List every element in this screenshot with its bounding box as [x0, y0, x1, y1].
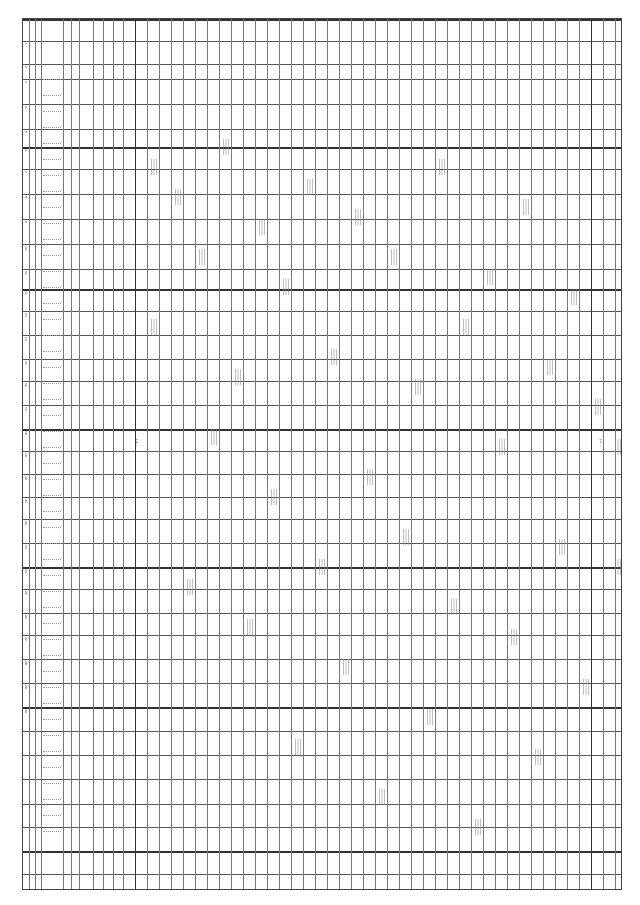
grid-col-line	[183, 19, 184, 889]
grid-col-line	[303, 19, 304, 889]
row-label	[43, 639, 61, 641]
row-label	[43, 415, 61, 417]
grid-col-line	[459, 19, 460, 889]
row-label	[43, 239, 61, 241]
cell-entry	[211, 429, 218, 445]
grid-col-line	[495, 19, 496, 889]
column-header: 20	[24, 476, 28, 480]
row-label	[43, 447, 61, 449]
row-label	[43, 351, 61, 353]
cell-entry	[187, 579, 194, 595]
row-label	[43, 287, 61, 289]
grid-col-line	[113, 19, 114, 889]
column-header: 22	[24, 521, 28, 525]
column-header: 10	[24, 246, 28, 250]
row-label	[43, 671, 61, 673]
grid-col-line	[507, 19, 508, 889]
grid-col-line	[531, 19, 532, 889]
cell-entry	[463, 319, 470, 335]
grid-col-line	[483, 19, 484, 889]
column-header: 7	[24, 171, 28, 173]
row-label	[43, 719, 61, 721]
grid-col-line	[267, 19, 268, 889]
section-label: § 1 ...	[135, 439, 139, 447]
grid-col-line	[195, 19, 196, 889]
row-label	[43, 159, 61, 161]
grid-col-line	[435, 19, 436, 889]
column-header: 15	[24, 361, 28, 365]
cell-entry	[439, 159, 446, 175]
cell-entry	[175, 189, 182, 205]
column-header: 19	[24, 453, 28, 457]
column-header: 14	[24, 337, 28, 341]
row-label	[43, 143, 61, 145]
grid-col-line	[171, 19, 172, 889]
section-label: § 2 ...	[599, 439, 603, 447]
row-label	[43, 431, 61, 433]
cell-entry	[571, 289, 578, 305]
row-label	[43, 111, 61, 113]
grid-col-line	[351, 19, 352, 889]
grid-col-line	[63, 19, 64, 889]
grid-col-line	[93, 19, 94, 889]
row-label	[43, 303, 61, 305]
row-label	[43, 255, 61, 257]
grid-col-line	[291, 19, 292, 889]
column-header: 11	[24, 271, 28, 275]
cell-entry	[451, 599, 458, 615]
column-header: 23	[24, 545, 28, 549]
row-label	[43, 79, 61, 81]
column-header: 1	[24, 43, 28, 45]
grid-col-line	[255, 19, 256, 889]
row-label	[43, 591, 61, 593]
grid-col-line	[591, 19, 592, 889]
cell-entry	[367, 469, 374, 485]
row-label	[43, 207, 61, 209]
grid-col-line	[207, 19, 208, 889]
cell-entry	[331, 349, 338, 365]
cell-entry	[487, 269, 494, 285]
column-header: 21	[24, 499, 28, 503]
cell-entry	[151, 159, 158, 175]
cell-entry	[535, 749, 542, 765]
column-header: 18	[24, 431, 28, 435]
grid-col-line	[279, 19, 280, 889]
row-label	[43, 367, 61, 369]
cell-entry	[547, 359, 554, 375]
grid-col-line	[123, 19, 124, 889]
row-label	[43, 703, 61, 705]
row-label	[43, 575, 61, 577]
cell-entry	[559, 539, 566, 555]
grid-col-line	[231, 19, 232, 889]
column-header: 2	[24, 66, 28, 68]
row-label	[43, 383, 61, 385]
cell-entry	[499, 439, 506, 455]
cell-entry	[295, 739, 302, 755]
row-label	[43, 319, 61, 321]
grid-col-line	[79, 19, 80, 889]
column-header: 25	[24, 591, 28, 595]
cell-entry	[523, 199, 530, 215]
row-label	[43, 479, 61, 481]
row-label	[43, 607, 61, 609]
row-label	[43, 495, 61, 497]
column-header: 13	[24, 313, 28, 317]
cell-entry	[343, 659, 350, 675]
grid-col-line	[219, 19, 220, 889]
grid-col-line	[35, 19, 36, 889]
grid-col-line	[375, 19, 376, 889]
row-label	[43, 463, 61, 465]
column-header: 29	[24, 685, 28, 689]
column-header: 12	[24, 291, 28, 295]
cell-entry	[379, 789, 386, 805]
row-label	[43, 399, 61, 401]
cell-entry	[235, 369, 242, 385]
row-label	[43, 751, 61, 753]
row-label	[43, 655, 61, 657]
column-header: 27	[24, 637, 28, 641]
grid-col-line	[103, 19, 104, 889]
row-label	[43, 735, 61, 737]
grid-col-line	[399, 19, 400, 889]
row-label	[43, 783, 61, 785]
cell-entry	[583, 679, 590, 695]
cell-entry	[283, 279, 290, 295]
grid-col-line	[519, 19, 520, 889]
row-label	[43, 559, 61, 561]
row-label	[43, 335, 61, 337]
cell-entry	[391, 249, 398, 265]
column-header: 16	[24, 383, 28, 387]
column-header: 6	[24, 149, 28, 151]
cell-entry	[415, 379, 422, 395]
grid-col-line	[411, 19, 412, 889]
cell-entry	[615, 439, 622, 455]
row-label	[43, 511, 61, 513]
cell-entry	[259, 219, 266, 235]
cell-entry	[427, 709, 434, 725]
row-label	[43, 527, 61, 529]
row-label	[43, 127, 61, 129]
cell-entry	[615, 559, 622, 575]
column-header: 9	[24, 221, 28, 223]
cell-entry	[595, 399, 602, 415]
column-header: 24	[24, 569, 28, 573]
row-label	[43, 623, 61, 625]
column-header: 4	[24, 106, 28, 108]
grid-col-line	[339, 19, 340, 889]
column-header: 26	[24, 615, 28, 619]
cell-entry	[511, 629, 518, 645]
column-header: 8	[24, 196, 28, 198]
schedule-table	[22, 18, 622, 890]
cell-entry	[355, 209, 362, 225]
cell-entry	[271, 489, 278, 505]
row-label	[43, 191, 61, 193]
cell-entry	[403, 529, 410, 545]
row-label	[43, 223, 61, 225]
grid-col-line	[135, 19, 139, 889]
column-header: 30	[24, 709, 28, 713]
grid-col-line	[147, 19, 148, 889]
grid-col-line	[159, 19, 160, 889]
row-label	[43, 95, 61, 97]
row-label	[43, 175, 61, 177]
column-header: 17	[24, 407, 28, 411]
row-label	[43, 799, 61, 801]
column-header: 28	[24, 661, 28, 665]
grid-col-line	[243, 19, 244, 889]
row-label	[43, 831, 61, 833]
row-label	[43, 543, 61, 545]
grid-col-line	[423, 19, 424, 889]
grid-col-line	[363, 19, 364, 889]
cell-entry	[151, 319, 158, 335]
row-label	[43, 271, 61, 273]
grid-col-line	[543, 19, 544, 889]
grid-col-line	[41, 19, 42, 889]
grid-col-line	[471, 19, 472, 889]
row-label	[43, 767, 61, 769]
cell-entry	[475, 819, 482, 835]
row-label	[43, 687, 61, 689]
column-header: 3	[24, 81, 28, 83]
grid-col-line	[327, 19, 328, 889]
cell-entry	[307, 179, 314, 195]
cell-entry	[319, 559, 326, 575]
grid-col-line	[447, 19, 448, 889]
row-label	[43, 815, 61, 817]
grid-col-line	[71, 19, 72, 889]
grid-col-line	[579, 19, 580, 889]
cell-entry	[199, 249, 206, 265]
grid-col-line	[555, 19, 556, 889]
grid-col-line	[29, 19, 30, 889]
column-header: 5	[24, 131, 28, 133]
grid-col-line	[603, 19, 604, 889]
grid-col-line	[567, 19, 568, 889]
grid-col-line	[387, 19, 388, 889]
cell-entry	[247, 619, 254, 635]
cell-entry	[223, 139, 230, 155]
grid-col-line	[315, 19, 316, 889]
